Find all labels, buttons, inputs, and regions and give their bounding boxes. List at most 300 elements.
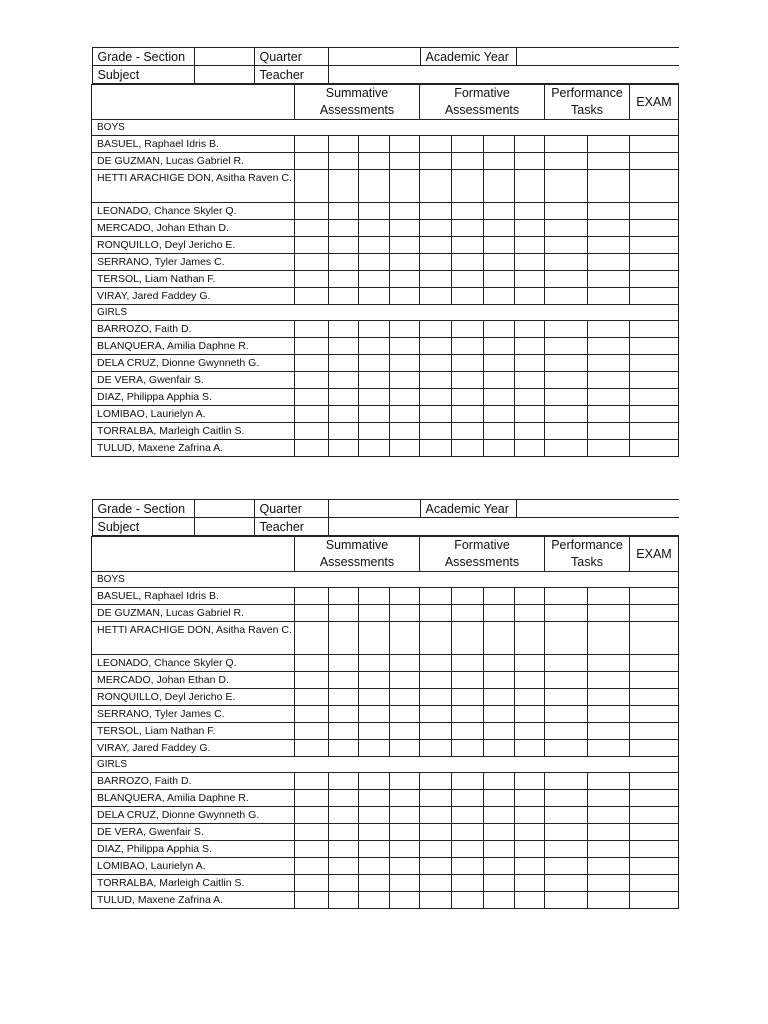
- score-cell[interactable]: [452, 237, 484, 254]
- academic-year-value[interactable]: [516, 500, 679, 518]
- score-cell[interactable]: [545, 406, 588, 423]
- score-cell[interactable]: [420, 622, 452, 655]
- score-cell[interactable]: [588, 807, 630, 824]
- score-cell[interactable]: [588, 355, 630, 372]
- score-cell[interactable]: [515, 773, 545, 790]
- score-cell[interactable]: [515, 153, 545, 170]
- score-cell[interactable]: [390, 153, 420, 170]
- score-cell[interactable]: [452, 892, 484, 909]
- score-cell[interactable]: [390, 807, 420, 824]
- score-cell[interactable]: [295, 254, 329, 271]
- score-cell[interactable]: [420, 841, 452, 858]
- score-cell[interactable]: [329, 288, 359, 305]
- score-cell[interactable]: [329, 605, 359, 622]
- teacher-value[interactable]: [328, 66, 679, 84]
- score-cell[interactable]: [484, 153, 515, 170]
- score-cell[interactable]: [630, 588, 679, 605]
- score-cell[interactable]: [545, 723, 588, 740]
- score-cell[interactable]: [452, 740, 484, 757]
- score-cell[interactable]: [329, 875, 359, 892]
- score-cell[interactable]: [515, 672, 545, 689]
- score-cell[interactable]: [545, 790, 588, 807]
- score-cell[interactable]: [515, 136, 545, 153]
- score-cell[interactable]: [359, 153, 390, 170]
- score-cell[interactable]: [545, 372, 588, 389]
- score-cell[interactable]: [588, 689, 630, 706]
- score-cell[interactable]: [630, 655, 679, 672]
- score-cell[interactable]: [329, 423, 359, 440]
- score-cell[interactable]: [295, 588, 329, 605]
- score-cell[interactable]: [390, 271, 420, 288]
- score-cell[interactable]: [484, 440, 515, 457]
- score-cell[interactable]: [420, 153, 452, 170]
- score-cell[interactable]: [452, 655, 484, 672]
- score-cell[interactable]: [515, 321, 545, 338]
- score-cell[interactable]: [515, 858, 545, 875]
- score-cell[interactable]: [484, 605, 515, 622]
- score-cell[interactable]: [515, 372, 545, 389]
- score-cell[interactable]: [390, 892, 420, 909]
- score-cell[interactable]: [484, 622, 515, 655]
- score-cell[interactable]: [390, 689, 420, 706]
- score-cell[interactable]: [515, 588, 545, 605]
- score-cell[interactable]: [630, 338, 679, 355]
- score-cell[interactable]: [329, 203, 359, 220]
- score-cell[interactable]: [452, 790, 484, 807]
- score-cell[interactable]: [484, 807, 515, 824]
- score-cell[interactable]: [420, 706, 452, 723]
- score-cell[interactable]: [515, 622, 545, 655]
- score-cell[interactable]: [545, 321, 588, 338]
- score-cell[interactable]: [545, 605, 588, 622]
- score-cell[interactable]: [452, 689, 484, 706]
- score-cell[interactable]: [545, 423, 588, 440]
- score-cell[interactable]: [329, 740, 359, 757]
- score-cell[interactable]: [588, 706, 630, 723]
- score-cell[interactable]: [359, 622, 390, 655]
- score-cell[interactable]: [588, 271, 630, 288]
- score-cell[interactable]: [452, 875, 484, 892]
- score-cell[interactable]: [515, 338, 545, 355]
- subject-value[interactable]: [194, 66, 254, 84]
- score-cell[interactable]: [452, 423, 484, 440]
- score-cell[interactable]: [588, 858, 630, 875]
- score-cell[interactable]: [545, 858, 588, 875]
- score-cell[interactable]: [420, 672, 452, 689]
- score-cell[interactable]: [295, 423, 329, 440]
- score-cell[interactable]: [359, 672, 390, 689]
- score-cell[interactable]: [420, 338, 452, 355]
- score-cell[interactable]: [390, 655, 420, 672]
- score-cell[interactable]: [588, 170, 630, 203]
- score-cell[interactable]: [295, 389, 329, 406]
- score-cell[interactable]: [329, 271, 359, 288]
- score-cell[interactable]: [515, 254, 545, 271]
- score-cell[interactable]: [329, 440, 359, 457]
- score-cell[interactable]: [545, 689, 588, 706]
- score-cell[interactable]: [484, 773, 515, 790]
- score-cell[interactable]: [588, 440, 630, 457]
- score-cell[interactable]: [545, 706, 588, 723]
- score-cell[interactable]: [630, 740, 679, 757]
- score-cell[interactable]: [515, 875, 545, 892]
- score-cell[interactable]: [545, 807, 588, 824]
- score-cell[interactable]: [390, 254, 420, 271]
- quarter-value[interactable]: [328, 500, 420, 518]
- teacher-value[interactable]: [328, 518, 679, 536]
- score-cell[interactable]: [452, 807, 484, 824]
- score-cell[interactable]: [359, 170, 390, 203]
- score-cell[interactable]: [484, 136, 515, 153]
- score-cell[interactable]: [588, 372, 630, 389]
- score-cell[interactable]: [484, 355, 515, 372]
- score-cell[interactable]: [484, 588, 515, 605]
- score-cell[interactable]: [295, 655, 329, 672]
- score-cell[interactable]: [295, 338, 329, 355]
- score-cell[interactable]: [329, 622, 359, 655]
- score-cell[interactable]: [545, 672, 588, 689]
- score-cell[interactable]: [452, 288, 484, 305]
- score-cell[interactable]: [390, 288, 420, 305]
- score-cell[interactable]: [545, 740, 588, 757]
- score-cell[interactable]: [420, 203, 452, 220]
- score-cell[interactable]: [588, 672, 630, 689]
- score-cell[interactable]: [295, 153, 329, 170]
- score-cell[interactable]: [484, 790, 515, 807]
- score-cell[interactable]: [420, 588, 452, 605]
- score-cell[interactable]: [420, 892, 452, 909]
- score-cell[interactable]: [484, 875, 515, 892]
- score-cell[interactable]: [390, 389, 420, 406]
- score-cell[interactable]: [295, 605, 329, 622]
- score-cell[interactable]: [295, 237, 329, 254]
- score-cell[interactable]: [359, 706, 390, 723]
- score-cell[interactable]: [630, 773, 679, 790]
- score-cell[interactable]: [359, 807, 390, 824]
- score-cell[interactable]: [630, 389, 679, 406]
- score-cell[interactable]: [545, 338, 588, 355]
- score-cell[interactable]: [515, 605, 545, 622]
- score-cell[interactable]: [295, 723, 329, 740]
- score-cell[interactable]: [630, 706, 679, 723]
- score-cell[interactable]: [420, 355, 452, 372]
- score-cell[interactable]: [390, 740, 420, 757]
- score-cell[interactable]: [420, 723, 452, 740]
- score-cell[interactable]: [588, 740, 630, 757]
- score-cell[interactable]: [630, 288, 679, 305]
- score-cell[interactable]: [588, 338, 630, 355]
- score-cell[interactable]: [588, 136, 630, 153]
- score-cell[interactable]: [390, 773, 420, 790]
- score-cell[interactable]: [515, 892, 545, 909]
- score-cell[interactable]: [545, 389, 588, 406]
- score-cell[interactable]: [359, 355, 390, 372]
- score-cell[interactable]: [452, 321, 484, 338]
- score-cell[interactable]: [515, 203, 545, 220]
- score-cell[interactable]: [390, 203, 420, 220]
- score-cell[interactable]: [420, 440, 452, 457]
- score-cell[interactable]: [452, 220, 484, 237]
- score-cell[interactable]: [390, 136, 420, 153]
- score-cell[interactable]: [295, 858, 329, 875]
- score-cell[interactable]: [630, 858, 679, 875]
- score-cell[interactable]: [359, 423, 390, 440]
- score-cell[interactable]: [420, 423, 452, 440]
- score-cell[interactable]: [484, 858, 515, 875]
- score-cell[interactable]: [295, 136, 329, 153]
- score-cell[interactable]: [452, 841, 484, 858]
- score-cell[interactable]: [295, 824, 329, 841]
- score-cell[interactable]: [515, 440, 545, 457]
- score-cell[interactable]: [484, 689, 515, 706]
- score-cell[interactable]: [390, 220, 420, 237]
- score-cell[interactable]: [420, 389, 452, 406]
- score-cell[interactable]: [329, 672, 359, 689]
- score-cell[interactable]: [515, 170, 545, 203]
- score-cell[interactable]: [484, 723, 515, 740]
- score-cell[interactable]: [515, 237, 545, 254]
- score-cell[interactable]: [359, 321, 390, 338]
- score-cell[interactable]: [515, 740, 545, 757]
- score-cell[interactable]: [588, 892, 630, 909]
- score-cell[interactable]: [545, 892, 588, 909]
- score-cell[interactable]: [545, 136, 588, 153]
- score-cell[interactable]: [329, 706, 359, 723]
- score-cell[interactable]: [329, 389, 359, 406]
- score-cell[interactable]: [390, 672, 420, 689]
- score-cell[interactable]: [390, 875, 420, 892]
- score-cell[interactable]: [484, 892, 515, 909]
- score-cell[interactable]: [390, 355, 420, 372]
- score-cell[interactable]: [545, 773, 588, 790]
- score-cell[interactable]: [484, 372, 515, 389]
- score-cell[interactable]: [588, 588, 630, 605]
- score-cell[interactable]: [390, 858, 420, 875]
- score-cell[interactable]: [295, 220, 329, 237]
- score-cell[interactable]: [484, 338, 515, 355]
- score-cell[interactable]: [515, 824, 545, 841]
- score-cell[interactable]: [329, 773, 359, 790]
- score-cell[interactable]: [329, 807, 359, 824]
- score-cell[interactable]: [359, 790, 390, 807]
- score-cell[interactable]: [420, 288, 452, 305]
- score-cell[interactable]: [545, 588, 588, 605]
- score-cell[interactable]: [295, 841, 329, 858]
- score-cell[interactable]: [588, 773, 630, 790]
- score-cell[interactable]: [329, 338, 359, 355]
- score-cell[interactable]: [390, 841, 420, 858]
- score-cell[interactable]: [588, 605, 630, 622]
- score-cell[interactable]: [295, 689, 329, 706]
- score-cell[interactable]: [630, 136, 679, 153]
- score-cell[interactable]: [630, 689, 679, 706]
- score-cell[interactable]: [630, 423, 679, 440]
- score-cell[interactable]: [588, 389, 630, 406]
- score-cell[interactable]: [630, 321, 679, 338]
- score-cell[interactable]: [630, 790, 679, 807]
- score-cell[interactable]: [359, 740, 390, 757]
- score-cell[interactable]: [390, 824, 420, 841]
- score-cell[interactable]: [420, 321, 452, 338]
- score-cell[interactable]: [329, 723, 359, 740]
- score-cell[interactable]: [515, 807, 545, 824]
- score-cell[interactable]: [515, 406, 545, 423]
- score-cell[interactable]: [545, 622, 588, 655]
- score-cell[interactable]: [545, 254, 588, 271]
- score-cell[interactable]: [452, 389, 484, 406]
- score-cell[interactable]: [390, 588, 420, 605]
- score-cell[interactable]: [545, 288, 588, 305]
- score-cell[interactable]: [420, 790, 452, 807]
- score-cell[interactable]: [452, 203, 484, 220]
- score-cell[interactable]: [390, 237, 420, 254]
- score-cell[interactable]: [630, 170, 679, 203]
- score-cell[interactable]: [484, 321, 515, 338]
- score-cell[interactable]: [452, 406, 484, 423]
- score-cell[interactable]: [390, 321, 420, 338]
- score-cell[interactable]: [545, 824, 588, 841]
- score-cell[interactable]: [359, 440, 390, 457]
- score-cell[interactable]: [515, 271, 545, 288]
- score-cell[interactable]: [295, 740, 329, 757]
- score-cell[interactable]: [452, 355, 484, 372]
- score-cell[interactable]: [359, 824, 390, 841]
- score-cell[interactable]: [588, 790, 630, 807]
- score-cell[interactable]: [329, 136, 359, 153]
- score-cell[interactable]: [545, 655, 588, 672]
- score-cell[interactable]: [390, 338, 420, 355]
- score-cell[interactable]: [329, 689, 359, 706]
- score-cell[interactable]: [630, 824, 679, 841]
- score-cell[interactable]: [329, 790, 359, 807]
- score-cell[interactable]: [295, 672, 329, 689]
- score-cell[interactable]: [484, 203, 515, 220]
- score-cell[interactable]: [588, 321, 630, 338]
- score-cell[interactable]: [420, 406, 452, 423]
- score-cell[interactable]: [452, 824, 484, 841]
- score-cell[interactable]: [588, 237, 630, 254]
- score-cell[interactable]: [420, 237, 452, 254]
- subject-value[interactable]: [194, 518, 254, 536]
- score-cell[interactable]: [420, 605, 452, 622]
- score-cell[interactable]: [630, 406, 679, 423]
- score-cell[interactable]: [588, 423, 630, 440]
- score-cell[interactable]: [295, 203, 329, 220]
- score-cell[interactable]: [484, 824, 515, 841]
- score-cell[interactable]: [545, 170, 588, 203]
- score-cell[interactable]: [359, 237, 390, 254]
- score-cell[interactable]: [630, 271, 679, 288]
- score-cell[interactable]: [329, 237, 359, 254]
- score-cell[interactable]: [329, 220, 359, 237]
- score-cell[interactable]: [359, 372, 390, 389]
- score-cell[interactable]: [359, 136, 390, 153]
- score-cell[interactable]: [359, 892, 390, 909]
- score-cell[interactable]: [630, 672, 679, 689]
- score-cell[interactable]: [484, 170, 515, 203]
- score-cell[interactable]: [630, 254, 679, 271]
- score-cell[interactable]: [390, 440, 420, 457]
- score-cell[interactable]: [329, 841, 359, 858]
- score-cell[interactable]: [295, 440, 329, 457]
- score-cell[interactable]: [545, 237, 588, 254]
- score-cell[interactable]: [452, 773, 484, 790]
- quarter-value[interactable]: [328, 48, 420, 66]
- score-cell[interactable]: [452, 254, 484, 271]
- score-cell[interactable]: [420, 824, 452, 841]
- score-cell[interactable]: [588, 203, 630, 220]
- score-cell[interactable]: [545, 841, 588, 858]
- score-cell[interactable]: [545, 271, 588, 288]
- score-cell[interactable]: [359, 254, 390, 271]
- score-cell[interactable]: [545, 440, 588, 457]
- score-cell[interactable]: [588, 254, 630, 271]
- score-cell[interactable]: [515, 841, 545, 858]
- score-cell[interactable]: [484, 706, 515, 723]
- score-cell[interactable]: [452, 271, 484, 288]
- score-cell[interactable]: [515, 655, 545, 672]
- score-cell[interactable]: [588, 655, 630, 672]
- score-cell[interactable]: [515, 790, 545, 807]
- score-cell[interactable]: [545, 220, 588, 237]
- score-cell[interactable]: [588, 406, 630, 423]
- score-cell[interactable]: [420, 740, 452, 757]
- score-cell[interactable]: [484, 220, 515, 237]
- score-cell[interactable]: [630, 807, 679, 824]
- score-cell[interactable]: [359, 389, 390, 406]
- score-cell[interactable]: [295, 875, 329, 892]
- score-cell[interactable]: [390, 605, 420, 622]
- score-cell[interactable]: [420, 170, 452, 203]
- score-cell[interactable]: [390, 423, 420, 440]
- score-cell[interactable]: [359, 220, 390, 237]
- score-cell[interactable]: [484, 288, 515, 305]
- score-cell[interactable]: [295, 271, 329, 288]
- score-cell[interactable]: [359, 605, 390, 622]
- score-cell[interactable]: [295, 355, 329, 372]
- score-cell[interactable]: [588, 841, 630, 858]
- score-cell[interactable]: [295, 170, 329, 203]
- score-cell[interactable]: [390, 790, 420, 807]
- score-cell[interactable]: [329, 406, 359, 423]
- score-cell[interactable]: [452, 338, 484, 355]
- score-cell[interactable]: [359, 338, 390, 355]
- score-cell[interactable]: [295, 288, 329, 305]
- score-cell[interactable]: [484, 406, 515, 423]
- score-cell[interactable]: [452, 588, 484, 605]
- grade-section-value[interactable]: [194, 500, 254, 518]
- score-cell[interactable]: [515, 689, 545, 706]
- score-cell[interactable]: [390, 406, 420, 423]
- score-cell[interactable]: [545, 875, 588, 892]
- score-cell[interactable]: [390, 372, 420, 389]
- score-cell[interactable]: [545, 355, 588, 372]
- score-cell[interactable]: [630, 355, 679, 372]
- score-cell[interactable]: [359, 689, 390, 706]
- score-cell[interactable]: [484, 841, 515, 858]
- score-cell[interactable]: [515, 389, 545, 406]
- score-cell[interactable]: [630, 220, 679, 237]
- score-cell[interactable]: [515, 706, 545, 723]
- score-cell[interactable]: [359, 841, 390, 858]
- score-cell[interactable]: [484, 389, 515, 406]
- score-cell[interactable]: [452, 706, 484, 723]
- score-cell[interactable]: [630, 203, 679, 220]
- score-cell[interactable]: [420, 689, 452, 706]
- score-cell[interactable]: [329, 588, 359, 605]
- score-cell[interactable]: [630, 875, 679, 892]
- score-cell[interactable]: [452, 672, 484, 689]
